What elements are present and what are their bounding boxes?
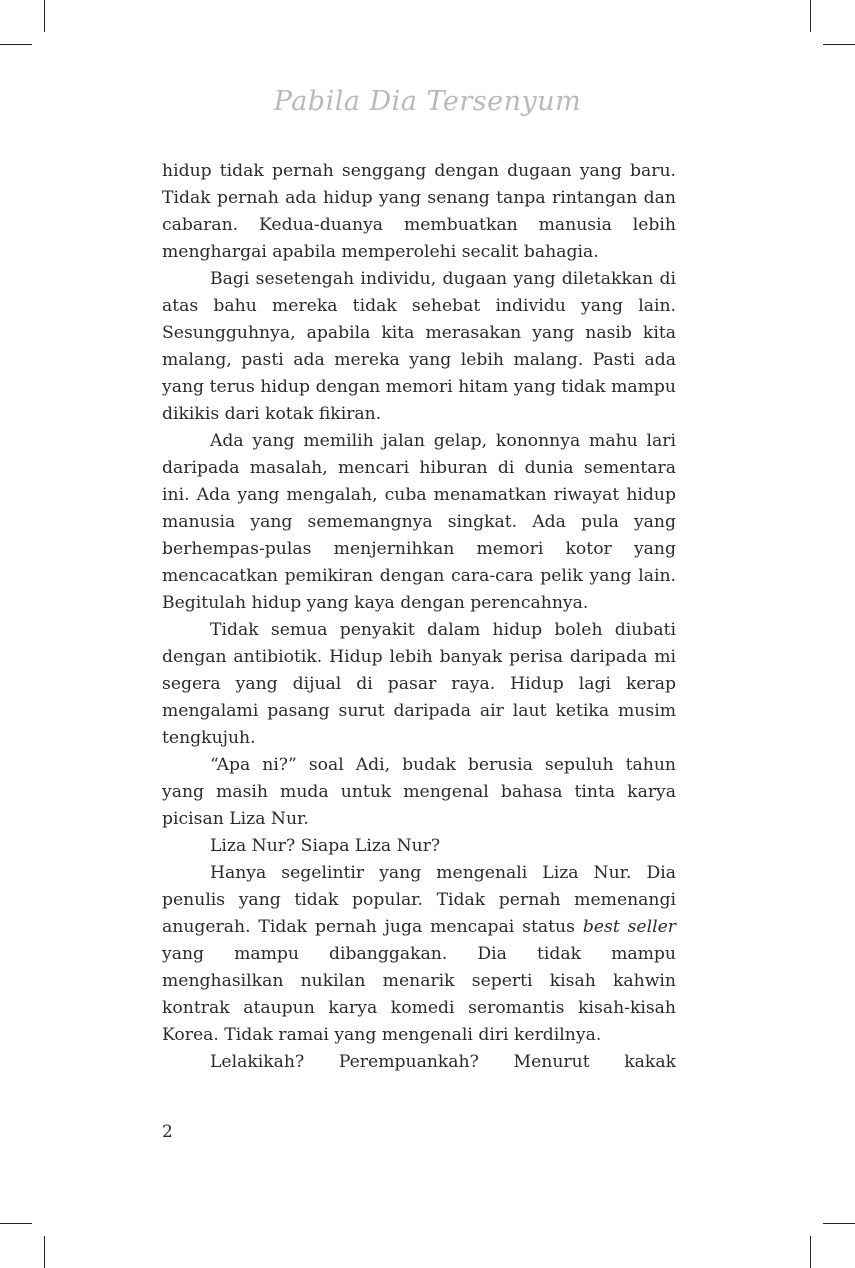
body-text — [162, 158, 676, 1076]
crop-mark-top-right-vertical — [810, 0, 811, 32]
paragraph-6: Liza Nur? Siapa Liza Nur? — [210, 836, 441, 856]
paragraph-5: “Apa ni?” soal Adi, budak berusia sepuluh tahun yang masih muda untuk mengenal bahasa tinta karya picisan Liza Nur. — [162, 755, 676, 829]
crop-mark-bottom-right-vertical — [810, 1236, 811, 1268]
crop-mark-top-left-vertical — [44, 0, 45, 32]
paragraph-4: Tidak semua penyakit dalam hidup boleh diubati dengan antibiotik. Hidup lebih banyak perisa daripada mi segera yang dijual di pasar raya. Hidup lagi kerap mengalami pasang surut daripada air laut ketika musim tengkujuh. — [162, 620, 676, 748]
paragraph-7-before: Hanya segelintir yang mengenali Liza Nur. Dia penulis yang tidak popular. Tidak pernah memenangi anugerah. Tidak pernah juga mencapai status — [162, 863, 676, 937]
paragraph-3: Ada yang memilih jalan gelap, kononnya mahu lari daripada masalah, mencari hiburan di dunia sementara ini. Ada yang mengalah, cuba menamatkan riwayat hidup manusia yang sememangnya singkat. Ada pula yang berhempas-pulas menjernihkan memori kotor yang mencacatkan pemikiran dengan cara-cara pelik yang lain. Begitulah hidup yang kaya dengan perencahnya. — [162, 431, 676, 613]
paragraph-1: hidup tidak pernah senggang dengan dugaan yang baru. Tidak pernah ada hidup yang senang tanpa rintangan dan cabaran. Kedua-duanya membuatkan manusia lebih menghargai apabila memperolehi secalit bahagia. — [162, 161, 676, 262]
paragraph-7-italic: best seller — [582, 917, 676, 937]
running-head: Pabila Dia Tersenyum — [273, 86, 582, 117]
crop-mark-top-left-horizontal — [0, 44, 32, 45]
paragraph-7-after: yang mampu dibanggakan. Dia tidak mampu menghasilkan nukilan menarik seperti kisah kahwin kontrak ataupun karya komedi seromantis kisah-kisah Korea. Tidak ramai yang mengenali diri kerdilnya. — [162, 944, 676, 1045]
paragraph-8: Lelakikah? Perempuankah? Menurut kakak — [210, 1052, 676, 1072]
crop-mark-bottom-right-horizontal — [823, 1223, 855, 1224]
crop-mark-bottom-left-vertical — [44, 1236, 45, 1268]
crop-mark-bottom-left-horizontal — [0, 1223, 32, 1224]
paragraph-2: Bagi sesetengah individu, dugaan yang diletakkan di atas bahu mereka tidak sehebat individu yang lain. Sesungguhnya, apabila kita merasakan yang nasib kita malang, pasti ada mereka yang lebih malang. Pasti ada yang terus hidup dengan memori hitam yang tidak mampu dikikis dari kotak fikiran. — [162, 269, 676, 424]
crop-mark-top-right-horizontal — [823, 44, 855, 45]
paragraph-7 — [162, 860, 676, 1049]
page-number: 2 — [162, 1122, 173, 1142]
